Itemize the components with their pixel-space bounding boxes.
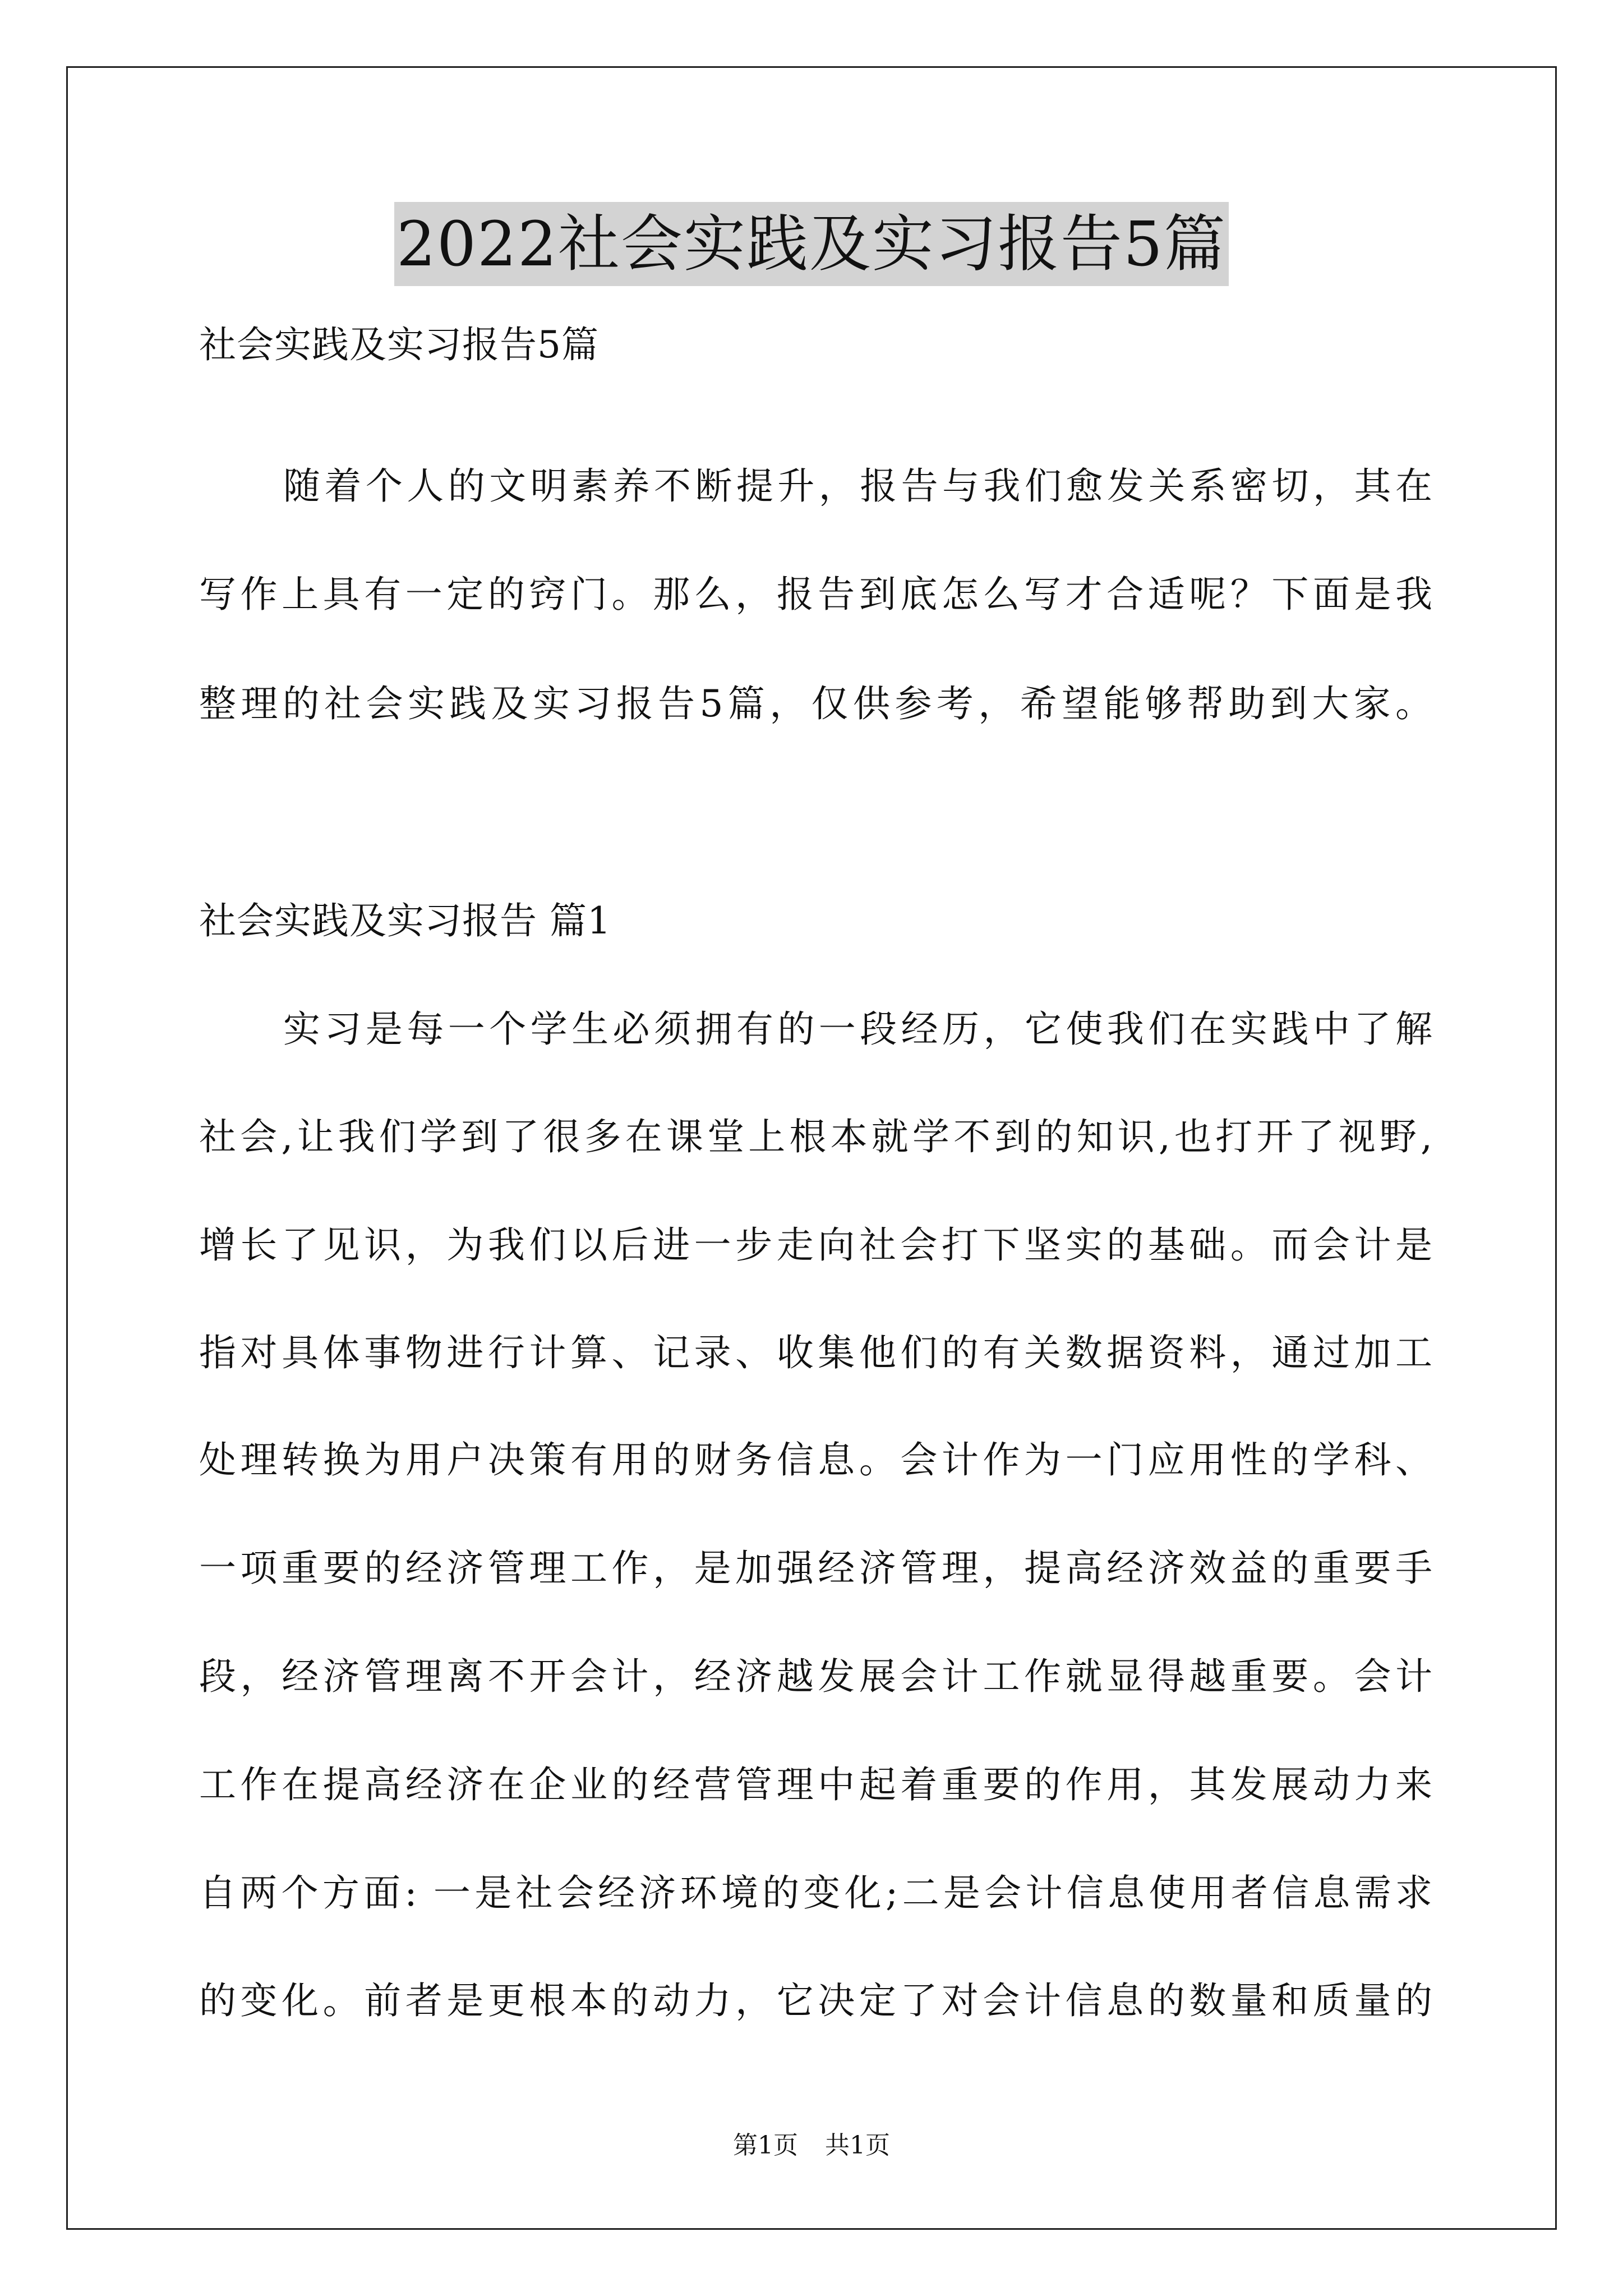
body-line-1: 实习是每一个学生必须拥有的一段经历，它使我们在实践中了解 <box>283 1007 1433 1051</box>
body-line-7: 段，经济管理离不开会计，经济越发展会计工作就显得越重要。会计 <box>199 1655 1433 1698</box>
body-line-4: 指对具体事物进行计算、记录、收集他们的有关数据资料，通过加工 <box>199 1331 1433 1374</box>
page-number-current: 第1页 <box>733 2131 798 2160</box>
intro-line-1: 随着个人的文明素养不断提升，报告与我们愈发关系密切，其在 <box>283 464 1433 508</box>
body-line-10: 的变化。前者是更根本的动力，它决定了对会计信息的数量和质量的 <box>199 1979 1433 2022</box>
intro-line-3: 整理的社会实践及实习报告5篇，仅供参考，希望能够帮助到大家。 <box>199 682 1433 725</box>
intro-line-2: 写作上具有一定的窍门。那么，报告到底怎么写才合适呢？下面是我 <box>199 573 1433 616</box>
body-line-3: 增长了见识，为我们以后进一步走向社会打下坚实的基础。而会计是 <box>199 1223 1433 1267</box>
body-line-2: 社会,让我们学到了很多在课堂上根本就学不到的知识,也打开了视野, <box>199 1115 1433 1158</box>
page-number-total: 共1页 <box>825 2131 890 2160</box>
document-subtitle: 社会实践及实习报告5篇 <box>199 323 599 366</box>
body-line-6: 一项重要的经济管理工作，是加强经济管理，提高经济效益的重要手 <box>199 1547 1433 1590</box>
document-title: 2022社会实践及实习报告5篇 <box>394 202 1229 286</box>
page-footer <box>0 2129 1623 2162</box>
title-container <box>0 202 1623 286</box>
body-line-9: 自两个方面: 一是社会经济环境的变化;二是会计信息使用者信息需求 <box>199 1871 1433 1915</box>
body-line-8: 工作在提高经济在企业的经营管理中起着重要的作用，其发展动力来 <box>199 1763 1433 1806</box>
section-heading: 社会实践及实习报告 篇1 <box>199 899 611 942</box>
body-line-5: 处理转换为用户决策有用的财务信息。会计作为一门应用性的学科、 <box>199 1438 1433 1481</box>
